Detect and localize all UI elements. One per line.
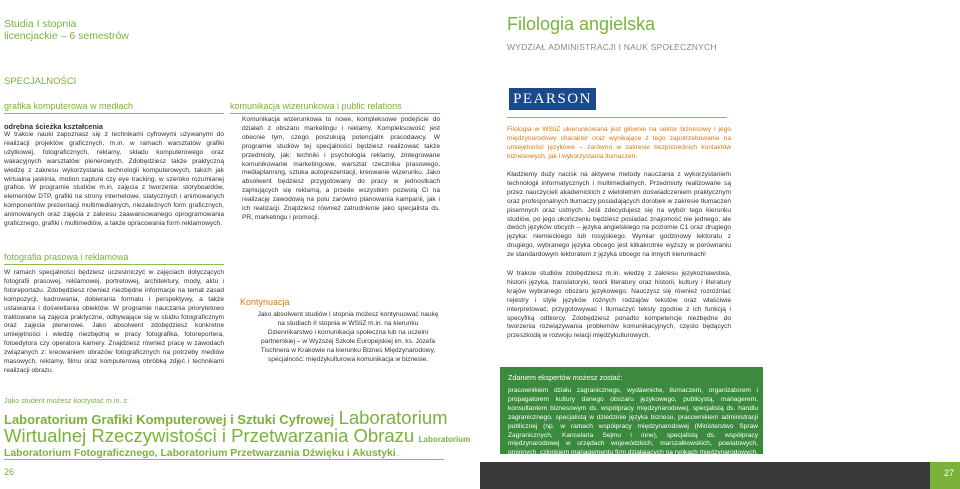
lab-photo-prefix: Laboratorium	[418, 435, 471, 444]
continuation-text: Jako absolwent studiów I stopnia możesz kontynuować naukę na studiach II stopnia w WSIiZ m.in. na kierunku Dziennikarstwo i komunikacja społeczna lub na uczelni partnerskiej – w Wyższej Szkole Europejskiej im. ks. Józefa Tischnera w Krakowie na kierunku Biznes Międzynarodowy, specjalność: międzykulturowa komunikacja w biznesie.	[257, 311, 439, 363]
spec1-rule	[4, 113, 224, 114]
spec2-rule	[4, 264, 224, 265]
lab-graphics: Laboratorium Grafiki Komputerowej i Sztuki Cyfrowej	[4, 412, 335, 427]
labs-line3-suffix: ...	[395, 452, 401, 458]
labs-line2	[4, 425, 471, 446]
continuation-heading: Kontynuacja	[240, 297, 290, 307]
footer-strip	[480, 462, 960, 489]
experts-heading: Zdaniem ekspertów możesz zostać:	[508, 373, 623, 382]
path-heading: odrębna ścieżka kształcenia	[4, 122, 104, 131]
labs-block	[4, 404, 471, 459]
spec3-text: Komunikacja wizerunkowa to nowe, kompleksowe podejście do działań z obszaru marketingu i reklamy. Kompleksowość jest obecnie tym, czego poszukują potencjalni pracodawcy. W programie studiów tej specjalności będziesz realizować także przedmioty, jak: techniki i psychologia reklamy, zintegrowane komunikowanie marketingowe, warsztat rzecznika prasowego, mediaplanning, sztuka autoprezentacji, kreowanie wizerunku. Jako absolwent będziesz przygotowany do pracy w jednostkach zajmujących się reklamą, a przede wszystkim pozwolą Ci na realizację zawodową na polu zarówno planowania kampanii, jak i ich realizacji. Znajdziesz również zatrudnienie jako specjalista ds. PR, marketingu i promocji.	[242, 116, 440, 221]
right-page	[480, 0, 960, 489]
highlight-text: Filologia w WSIiZ ukierunkowana jest głównie na sektor biznesowy i jego międzynarodowy charakter oraz wynikające z tego zapotrzebowanie na umiejętności językowe – zarówno w zakresie bezpośrednich kontaktów biznesowych, jak i wykorzystania tłumaczeń.	[507, 126, 731, 160]
path-text: W trakcie nauki zapoznasz się z technikami cyfrowymi używanymi do realizacji projektów graficznych, m.in. w ramach warsztatów grafiki użytkowej, fotograficznych, reklamy, składu komputerowego oraz wakacyjnych warsztatów plenerowych. Zdobędziesz także praktyczną wiedzę z zakresu wykorzystania technologii komputerowych, takich jak wirtualna jaskinia, motion capture czy eye tracking, w szeroko rozumianej grafice. W programie studiów m.in. zajęcia z tworzenia: storyboardów, elementów DTP, grafiki na strony internetowe, statycznych i animowanych komponentów prezentacji multimedialnych, niezależnych form graficznych, animowanych oraz zajęcia z zakresu zaawansowanego oprogramowania graficznego, grafiki i multimediów, a także opracowania form reklamowych.	[4, 131, 224, 228]
experts-text: pracownikiem działu zagranicznego, wydawnictw, tłumaczem, organizatorem i propagatorem kultury danego obszaru językowego, publicystą, managerem, konsultantem biznesowym ds. współpracy międzynarodowej, specjalistą ds. handlu zagranicznego, specjalistą w dziedzinie języka biznesu, pracownikiem administracji publicznej (np. w ramach współpracy międzynarodowej (Ministerstwo Spraw Zagranicznych, Kancelaria Sejmu i inne), specjalistą ds. współpracy międzynarodowej w urzędach wojewódzkich, marszałkowskich, powiatowych, gminnych, członkiem managementu firm działających na rynkach międzynarodowych.	[508, 387, 758, 457]
para1: Kładziemy duży nacisk na aktywne metody nauczania z wykorzystaniem technologii informatycznych i multimedialnych. Przedmioty realizowane są przez nauczycieli akademickich z wieloletnim doświadczeniem praktycznym oraz profesjonalnych tłumaczy posiadających dorobek w zakresie tłumaczeń pisemnych oraz ustnych. Jeśli zdecydujesz się na wybór tego kierunku studiów, po jego ukończeniu będziesz posiadać znajomość nie jednego, ale dwóch języków obcych – języka angielskiego na poziomie C1 oraz drugiego języka: niemieckiego lub rosyjskiego. Wymiar godzinowy lektoratu z drugiego, wybranego języka obcego jest kilkakrotnie wyższy w porównaniu ze standardowym lektoratem z języka obcego na innych kierunkach!	[507, 171, 731, 259]
labs-intro: Jako student możesz korzystać m.in. z:	[4, 396, 130, 405]
labs-line3	[4, 445, 444, 459]
lab-vr: Wirtualnej Rzeczywistości i Przetwarzania Obrazu	[4, 425, 415, 446]
spec3-rule	[230, 113, 440, 114]
right-page-number: 27	[943, 468, 954, 478]
specializations-heading: SPECJALNOŚCI	[4, 76, 77, 87]
labs-line1	[4, 404, 448, 428]
program-title: Filologia angielska	[507, 14, 656, 34]
bottom-rule-left	[4, 459, 444, 460]
spec2-heading: fotografia prasowa i reklamowa	[4, 252, 129, 262]
pearson-rule	[507, 117, 727, 118]
study-title-line1: Studia I stopnia	[4, 18, 77, 30]
spec1-heading: grafika komputerowa w mediach	[4, 101, 134, 111]
lab-photo-sound: Laboratorium Fotograficznego, Laboratorium Przetwarzania Dźwięku i Akustyki	[4, 448, 396, 459]
pearson-logo-text: PEARSON	[513, 91, 592, 107]
spec2-text: W ramach specjalności będziesz uczestniczyć w zajęciach dotyczących fotografii prasowej, reklamowej, portretowej, architektury, mody, aktu i fotoreportażu. Zdobędziesz również niezbędne informacje na temat zasad kompozycji, kadrowania, dobierania formatu i perspektywy, a także ustawiania i doświetlania obiektów. W programie nauczania priorytetowo traktowane są zajęcia praktyczne, odbywające się w studiu fotograficznym oraz zajęcia plenerowe. Jako absolwent zdobędziesz konkretne umiejętności i wiedzę niezbędną w pracy fotografika, fotoreportera, fotoedytora czy operatora kamery. Znajdziesz również pracę w zawodach związanych z: kreowaniem obrazów fotograficznych na potrzeby mediów masowych, reklamy, filmu oraz komputerową obróbką zdjęć i technikami realizacji obrazu.	[4, 269, 224, 374]
spec3-heading: komunikacja wizerunkowa i public relations	[230, 101, 402, 111]
study-title-line2: licencjackie – 6 semestrów	[4, 30, 129, 42]
study-title	[4, 18, 129, 42]
lab-vr-prefix: Laboratorium	[338, 407, 448, 428]
para2: W trakcie studiów zdobędziesz m.in. wiedzę z zakresu językoznawstwa, historii języka, translatoryki, teorii literatury oraz historii, kultury i literatury krajów wybranego obszaru językowego. Nauczysz się również rozróżniać rejestry i style języków różnych rodzajów tekstów oraz właściwie interpretować, przygotowywać i tłumaczyć teksty zgodnie z ich funkcją i specyfiką odbiorcy. Zdobędziesz ponadto kompetencje niezbędne do tworzenia rozwiązywania problemów komunikacyjnych, często będących przeszkodą w rozwoju relacji międzykulturowych.	[507, 270, 731, 340]
faculty-name: WYDZIAŁ ADMINISTRACJI I NAUK SPOŁECZNYCH	[507, 42, 717, 52]
pearson-logo	[509, 88, 596, 110]
left-page-number: 26	[4, 467, 15, 477]
experts-band	[500, 367, 763, 457]
